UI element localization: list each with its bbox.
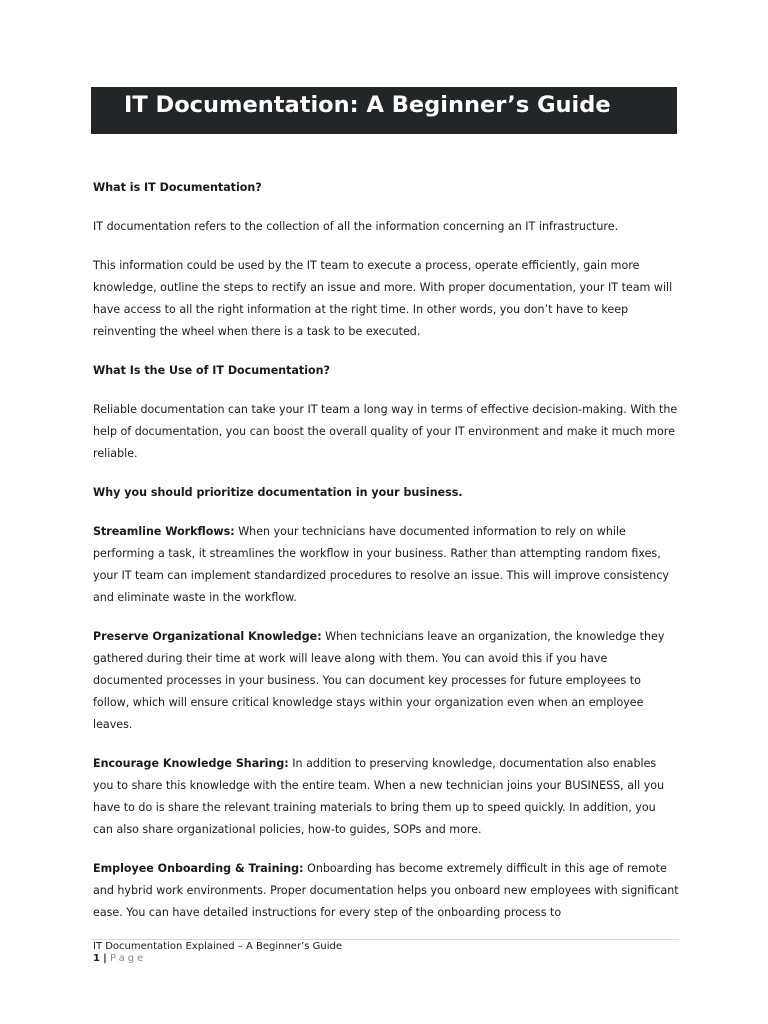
page-number-value: 1: [93, 953, 100, 964]
item-lead: Encourage Knowledge Sharing:: [93, 757, 289, 770]
item-text: When your technicians have documented information to rely on while performing a task, it streamlines the workflow in your business. Rather than attempting random fixes, your IT team can implement standardized procedures to resolve an issue. This will improve consistency and eliminate waste in the workflow.: [93, 525, 669, 604]
list-item-onboarding: [93, 858, 679, 924]
page-label: Page: [110, 953, 147, 964]
item-lead: Streamline Workflows:: [93, 525, 235, 538]
title-banner: [91, 87, 677, 134]
item-lead: Employee Onboarding & Training:: [93, 862, 304, 875]
page-number: [93, 952, 146, 965]
item-lead: Preserve Organizational Knowledge:: [93, 630, 322, 643]
section-heading-what-is: What is IT Documentation?: [93, 181, 262, 194]
paragraph: Reliable documentation can take your IT team a long way in terms of effective decision-making. With the help of documentation, you can boost the overall quality of your IT environment and make it much more reliable.: [93, 403, 678, 460]
footer-title: IT Documentation Explained – A Beginner’s Guide: [93, 941, 342, 952]
section-heading-why: Why you should prioritize documentation in your business.: [93, 486, 463, 499]
document-body: [93, 177, 679, 924]
list-item-streamline: [93, 521, 679, 609]
paragraph: This information could be used by the IT team to execute a process, operate efficiently, gain more knowledge, outline the steps to rectify an issue and more. With proper documentation, your IT team will have access to all the right information at the right time. In other words, you don’t have to keep reinventing the wheel when there is a task to be executed.: [93, 259, 673, 338]
item-text: Onboarding has become extremely difficult in this age of remote and hybrid work environments. Proper documentation helps you onboard new employees with significant ease. You can have detailed instructions for every step of the onboarding process to: [93, 862, 679, 919]
document-title: IT Documentation: A Beginner’s Guide: [124, 92, 611, 118]
list-item-sharing: [93, 753, 679, 841]
page-separator: |: [103, 953, 107, 964]
list-item-preserve: [93, 626, 679, 736]
item-text: When technicians leave an organization, the knowledge they gathered during their time at work will leave along with them. You can avoid this if you have documented processes in your business. You can document key processes for future employees to follow, which will ensure critical knowledge stays within your organization even when an employee leaves.: [93, 630, 665, 731]
section-heading-use: What Is the Use of IT Documentation?: [93, 364, 330, 377]
paragraph: IT documentation refers to the collection of all the information concerning an IT infrastructure.: [93, 220, 619, 233]
item-text: In addition to preserving knowledge, documentation also enables you to share this knowledge with the entire team. When a new technician joins your BUSINESS, all you have to do is share the relevant training materials to bring them up to speed quickly. In addition, you can also share organizational policies, how-to guides, SOPs and more.: [93, 757, 665, 836]
